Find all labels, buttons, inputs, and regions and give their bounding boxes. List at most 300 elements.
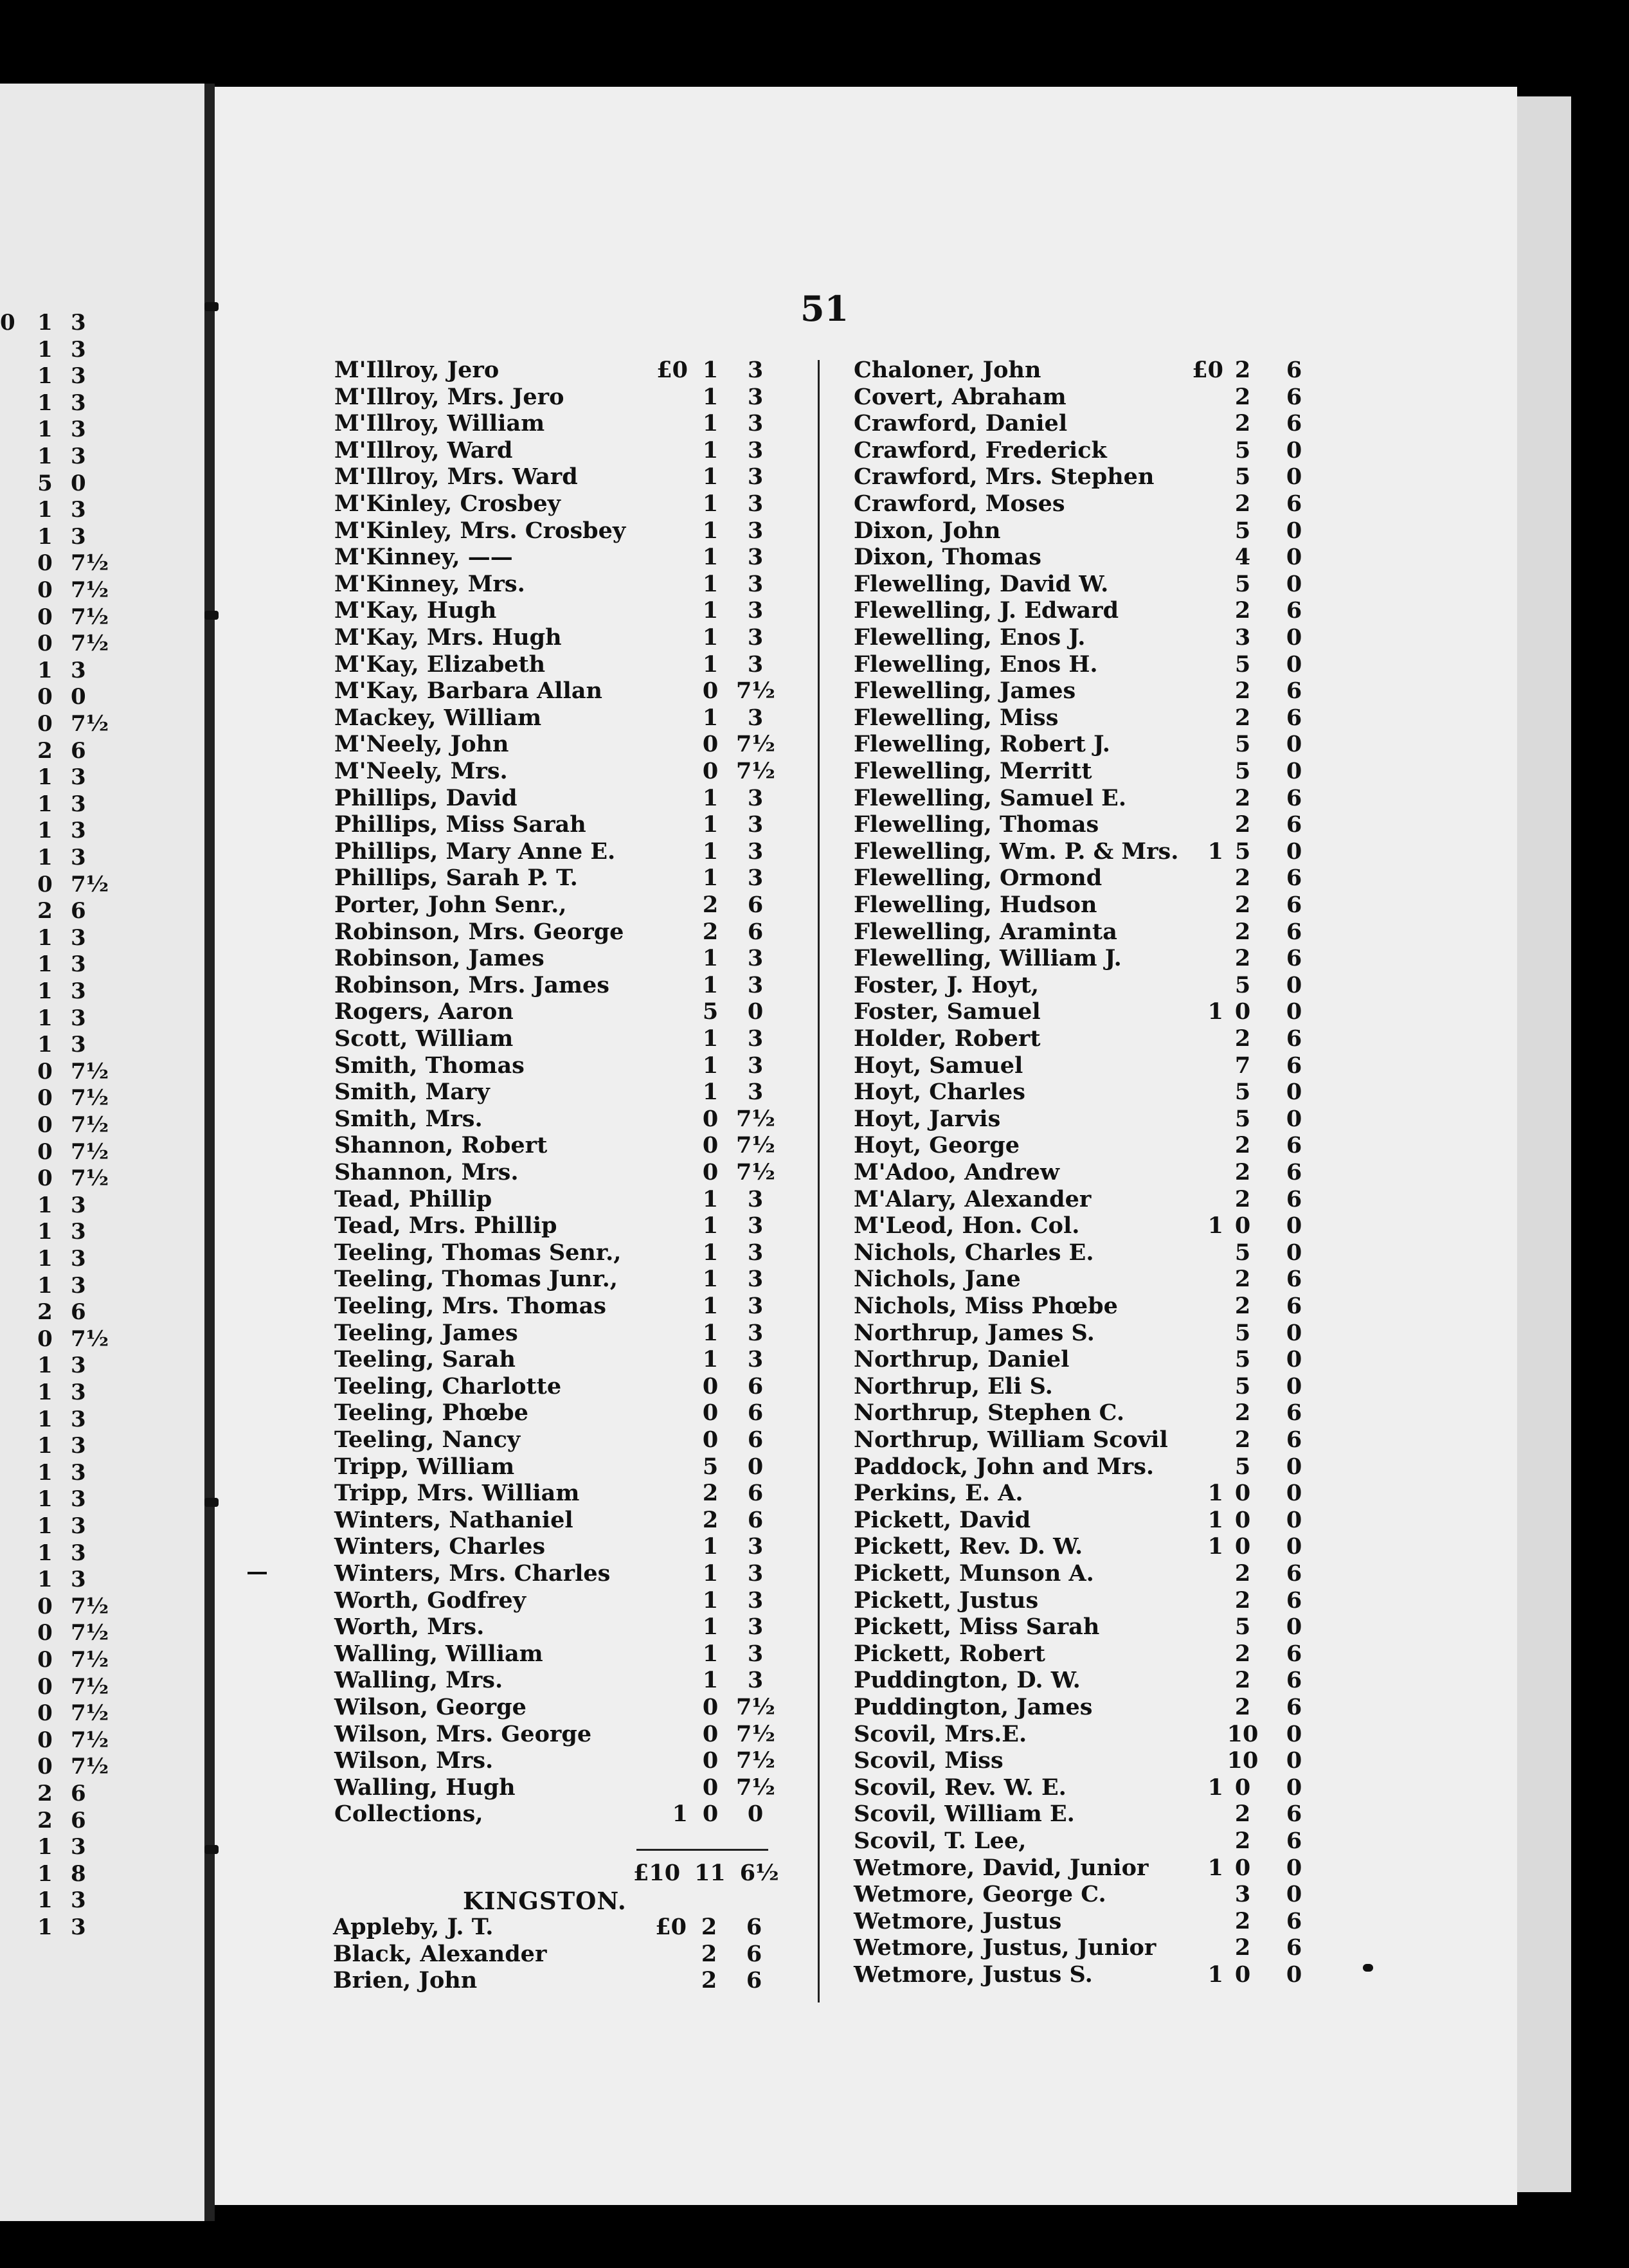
right-entry-pence: 0 (1286, 570, 1302, 597)
left-entry-row (334, 1025, 810, 1052)
right-entry-name: Pickett, Rev. D. W. (854, 1533, 1083, 1560)
fragment-pence: 3 (71, 1192, 86, 1218)
right-entry-pence: 6 (1286, 1828, 1302, 1854)
left-entry-pounds: 1 (672, 1801, 688, 1828)
kingston-entry-pounds: £0 (655, 1914, 687, 1940)
right-entry-row (854, 1426, 1317, 1453)
fragment-shillings: 1 (37, 1032, 53, 1058)
right-entry-name: Pickett, David (854, 1506, 1031, 1533)
left-column-total (633, 1860, 793, 1886)
left-entry-row (334, 865, 810, 891)
left-entry-shillings: 0 (702, 1720, 719, 1747)
right-entry-row (854, 1667, 1317, 1693)
fragment-shillings: 0 (37, 1673, 53, 1700)
left-entry-shillings: 1 (702, 651, 719, 678)
left-entry-row (334, 892, 810, 918)
right-entry-name: Scovil, Miss (854, 1747, 1004, 1774)
left-entry-pence: 3 (747, 1266, 764, 1293)
left-entry-name: Worth, Mrs. (334, 1614, 485, 1641)
right-entry-row (854, 1961, 1317, 1988)
right-entry-shillings: 2 (1234, 1907, 1251, 1934)
fragment-shillings: 1 (37, 1834, 53, 1860)
fragment-pence: 3 (71, 818, 86, 844)
left-entry-name: Collections, (334, 1801, 483, 1828)
right-entry-row (854, 1908, 1317, 1934)
right-entry-pence: 6 (1286, 811, 1302, 838)
left-entry-shillings: 0 (702, 1694, 719, 1720)
left-entry-row (334, 1239, 810, 1266)
fragment-shillings: 0 (37, 1727, 53, 1753)
right-entry-pence: 6 (1286, 383, 1302, 410)
fragment-pence: 3 (71, 310, 86, 336)
right-entry-shillings: 2 (1234, 945, 1251, 972)
right-entry-shillings: 2 (1234, 1694, 1251, 1720)
left-entry-name: M'Kay, Mrs. Hugh (334, 624, 562, 651)
right-entry-row (854, 1025, 1317, 1052)
left-entry-pence: 6 (747, 1506, 764, 1533)
fragment-pence: 7½ (71, 1673, 109, 1700)
binding-stitch (204, 302, 219, 311)
left-entry-pence: 3 (747, 1640, 764, 1667)
left-entry-shillings: 1 (702, 1587, 719, 1614)
right-entry-pence: 6 (1286, 597, 1302, 624)
left-entry-pence: 3 (747, 464, 764, 491)
right-entry-shillings: 5 (1234, 971, 1251, 998)
left-entry-shillings: 1 (702, 437, 719, 464)
right-entry-shillings: 5 (1234, 1346, 1251, 1373)
right-entry-pence: 6 (1286, 1052, 1302, 1079)
right-entry-row (854, 1587, 1317, 1614)
fragment-shillings: 0 (37, 1593, 53, 1619)
fragment-shillings: 1 (37, 845, 53, 870)
fragment-pence: 3 (71, 1834, 86, 1860)
left-entry-shillings: 5 (702, 1453, 719, 1480)
right-entry-row (854, 624, 1317, 651)
right-entry-pence: 6 (1286, 1587, 1302, 1614)
right-entry-shillings: 2 (1234, 1560, 1251, 1587)
left-entry-row (334, 1533, 810, 1560)
left-entry-name: Teeling, Charlotte (334, 1372, 562, 1400)
left-entry-shillings: 2 (702, 1506, 719, 1533)
right-entry-pounds: 1 (1207, 1961, 1223, 1988)
left-entry-pence: 3 (747, 544, 764, 571)
left-entry-pence: 6 (747, 1480, 764, 1507)
right-entry-row (854, 1320, 1317, 1346)
left-entry-row (334, 1052, 810, 1079)
right-entry-pence: 6 (1286, 1801, 1302, 1828)
ink-mark (1363, 1964, 1373, 1972)
fragment-pence: 3 (71, 1540, 86, 1566)
right-entry-row (854, 1400, 1317, 1426)
right-entry-shillings: 0 (1234, 1774, 1251, 1801)
left-entry-name: Phillips, Mary Anne E. (334, 838, 616, 865)
right-entry-shillings: 2 (1234, 1159, 1251, 1185)
right-entry-shillings: 2 (1234, 1801, 1251, 1828)
right-entry-row (854, 1774, 1317, 1801)
right-entry-name: Scovil, Rev. W. E. (854, 1774, 1066, 1801)
left-entry-shillings: 1 (702, 597, 719, 624)
fragment-pence: 3 (71, 417, 86, 443)
left-entry-row (334, 811, 810, 838)
right-entry-name: Crawford, Daniel (854, 410, 1068, 437)
right-entry-shillings: 5 (1234, 570, 1251, 597)
left-entry-row (334, 678, 810, 704)
right-entry-name: Scovil, William E. (854, 1801, 1075, 1828)
book-gutter (204, 84, 215, 2221)
right-entry-name: M'Adoo, Andrew (854, 1159, 1060, 1185)
left-entry-row (334, 1801, 810, 1827)
kingston-entry-name: Appleby, J. T. (333, 1914, 494, 1940)
right-entry-pence: 6 (1286, 918, 1302, 945)
fragment-pence: 0 (71, 470, 86, 496)
left-entry-shillings: 1 (702, 1346, 719, 1373)
fragment-pence: 3 (71, 924, 86, 951)
right-entry-name: Hoyt, George (854, 1132, 1020, 1159)
right-entry-pence: 0 (1286, 1774, 1302, 1801)
left-entry-name: Teeling, Nancy (334, 1426, 521, 1453)
right-entry-row (854, 1721, 1317, 1747)
right-entry-row (854, 1828, 1317, 1854)
fragment-pence: 6 (71, 898, 86, 924)
left-entry-row (334, 1614, 810, 1640)
left-entry-pence: 7½ (736, 1159, 775, 1185)
fragment-pence: 7½ (71, 1754, 109, 1780)
right-entry-shillings: 0 (1234, 998, 1251, 1025)
left-entry-shillings: 0 (702, 1372, 719, 1400)
fragment-shillings: 2 (37, 898, 53, 924)
right-entry-name: Wetmore, George C. (854, 1881, 1106, 1908)
kingston-entry-name: Brien, John (333, 1967, 478, 1994)
fragment-shillings: 1 (37, 1540, 53, 1566)
fragment-shillings: 1 (37, 657, 53, 683)
right-entry-pence: 6 (1286, 1560, 1302, 1587)
right-entry-shillings: 5 (1234, 437, 1251, 464)
left-entry-row (334, 1106, 810, 1132)
left-entry-name: M'Kay, Hugh (334, 597, 497, 624)
left-entry-pence: 3 (747, 1667, 764, 1694)
left-entry-name: Shannon, Mrs. (334, 1159, 519, 1185)
binding-stitch (204, 1845, 219, 1854)
right-entry-shillings: 2 (1234, 811, 1251, 838)
left-entry-row (334, 1212, 810, 1239)
fragment-shillings: 0 (37, 684, 53, 710)
right-entry-row (854, 544, 1317, 570)
right-entry-pence: 0 (1286, 971, 1302, 998)
right-entry-pence: 6 (1286, 1426, 1302, 1453)
left-entry-name: Wilson, Mrs. (334, 1747, 494, 1774)
right-entry-name: Northrup, Daniel (854, 1346, 1070, 1373)
right-entry-shillings: 3 (1234, 1881, 1251, 1908)
right-entry-name: Pickett, Miss Sarah (854, 1614, 1100, 1641)
fragment-shillings: 2 (37, 1807, 53, 1833)
right-entry-row (854, 1934, 1317, 1961)
right-entry-pence: 0 (1286, 1319, 1302, 1346)
left-entry-pence: 3 (747, 1293, 764, 1319)
fragment-shillings: 1 (37, 1272, 53, 1299)
right-entry-row (854, 1293, 1317, 1319)
fragment-shillings: 1 (37, 1914, 53, 1940)
left-entry-name: Winters, Nathaniel (334, 1506, 573, 1533)
left-entry-pence: 7½ (736, 731, 775, 758)
fragment-pence: 6 (71, 737, 86, 764)
right-entry-name: Northrup, Stephen C. (854, 1400, 1125, 1426)
fragment-shillings: 0 (37, 1058, 53, 1084)
kingston-entry-shillings: 2 (701, 1940, 717, 1967)
left-entry-shillings: 1 (702, 784, 719, 811)
left-entry-shillings: 0 (702, 1801, 719, 1828)
right-entry-pence: 0 (1286, 731, 1302, 758)
right-entry-name: Perkins, E. A. (854, 1480, 1023, 1507)
left-entry-name: Walling, William (334, 1640, 543, 1667)
fragment-pence: 7½ (71, 1138, 109, 1165)
fragment-shillings: 0 (37, 1112, 53, 1138)
fragment-pence: 6 (71, 1299, 86, 1326)
right-entry-name: Hoyt, Jarvis (854, 1105, 1001, 1132)
right-entry-pence: 6 (1286, 678, 1302, 705)
left-entry-shillings: 1 (702, 1614, 719, 1641)
left-entry-shillings: 1 (702, 1052, 719, 1079)
left-entry-shillings: 1 (702, 1266, 719, 1293)
left-entry-pence: 3 (747, 704, 764, 731)
left-entry-pence: 3 (747, 865, 764, 892)
right-entry-shillings: 5 (1234, 464, 1251, 491)
right-entry-row (854, 1855, 1317, 1881)
fragment-shillings: 0 (37, 604, 53, 630)
fragment-pence: 6 (71, 1807, 86, 1833)
left-entry-pence: 3 (747, 945, 764, 972)
left-entry-pence: 3 (747, 491, 764, 517)
right-entry-shillings: 0 (1234, 1854, 1251, 1881)
left-entry-pence: 3 (747, 1239, 764, 1266)
left-entry-row (334, 410, 810, 437)
right-entry-name: Flewelling, Enos H. (854, 651, 1098, 678)
right-entry-pence: 0 (1286, 1480, 1302, 1507)
left-entry-row (334, 1560, 810, 1587)
fragment-pence: 3 (71, 1272, 86, 1299)
fragment-pence: 3 (71, 1380, 86, 1405)
right-entry-pence: 6 (1286, 1667, 1302, 1694)
right-entry-row (854, 945, 1317, 971)
left-entry-name: Worth, Godfrey (334, 1587, 526, 1614)
fragment-pence: 3 (71, 1887, 86, 1914)
left-entry-pence: 6 (747, 1400, 764, 1426)
right-entry-row (854, 1239, 1317, 1266)
fragment-shillings: 1 (37, 1380, 53, 1405)
previous-page-fragment (0, 84, 206, 2221)
left-entry-shillings: 1 (702, 410, 719, 437)
left-entry-shillings: 0 (702, 1400, 719, 1426)
left-entry-shillings: 1 (702, 544, 719, 571)
right-entry-shillings: 2 (1234, 383, 1251, 410)
right-entry-pence: 0 (1286, 624, 1302, 651)
fragment-pence: 3 (71, 1353, 86, 1379)
left-entry-pence: 7½ (736, 758, 775, 784)
fragment-shillings: 1 (37, 1567, 53, 1593)
left-entry-shillings: 0 (702, 1426, 719, 1453)
right-entry-shillings: 2 (1234, 1426, 1251, 1453)
left-entry-pence: 3 (747, 1025, 764, 1052)
left-entry-shillings: 0 (702, 1747, 719, 1774)
left-entry-row (334, 518, 810, 544)
left-entry-shillings: 1 (702, 838, 719, 865)
right-entry-row (854, 1212, 1317, 1239)
left-entry-pence: 0 (747, 998, 764, 1025)
left-entry-name: M'Illroy, Mrs. Ward (334, 464, 578, 491)
left-entry-pence: 7½ (736, 1132, 775, 1159)
right-entry-row (854, 758, 1317, 784)
left-entry-name: Smith, Mary (334, 1079, 490, 1106)
total-pence: 6½ (739, 1860, 779, 1886)
left-entry-pence: 7½ (736, 1105, 775, 1132)
fragment-shillings: 0 (37, 1166, 53, 1192)
right-entry-shillings: 5 (1234, 731, 1251, 758)
right-entry-shillings: 2 (1234, 491, 1251, 517)
fragment-pence: 7½ (71, 1647, 109, 1673)
fragment-shillings: 1 (37, 1219, 53, 1245)
right-entry-name: Wetmore, Justus (854, 1907, 1062, 1934)
right-entry-name: Wetmore, David, Junior (854, 1854, 1149, 1881)
right-entry-row (854, 1079, 1317, 1105)
right-entry-row (854, 384, 1317, 410)
fragment-shillings: 5 (37, 470, 53, 496)
right-entry-pence: 6 (1286, 357, 1302, 383)
left-entry-shillings: 1 (702, 704, 719, 731)
fragment-shillings: 1 (37, 764, 53, 791)
left-entry-shillings: 2 (702, 1480, 719, 1507)
right-entry-row (854, 597, 1317, 624)
right-entry-name: Holder, Robert (854, 1025, 1041, 1052)
fragment-shillings: 1 (37, 791, 53, 817)
fragment-shillings: 1 (37, 1353, 53, 1379)
right-entry-pence: 0 (1286, 1239, 1302, 1266)
right-entry-name: Paddock, John and Mrs. (854, 1453, 1155, 1480)
right-entry-pounds: 1 (1207, 998, 1223, 1025)
left-entry-row (334, 1346, 810, 1372)
fragment-shillings: 1 (37, 310, 53, 336)
right-entry-name: Covert, Abraham (854, 383, 1066, 410)
left-entry-shillings: 1 (702, 865, 719, 892)
left-entry-shillings: 1 (702, 517, 719, 544)
left-entry-name: M'Illroy, Ward (334, 437, 513, 464)
right-entry-pence: 0 (1286, 998, 1302, 1025)
binding-stitch (204, 1498, 219, 1507)
fragment-pence: 7½ (71, 711, 109, 737)
fragment-pence: 3 (71, 1406, 86, 1432)
right-entry-shillings: 2 (1234, 1640, 1251, 1667)
fragment-shillings: 1 (37, 1459, 53, 1486)
total-rule (636, 1849, 768, 1851)
right-entry-pence: 0 (1286, 1720, 1302, 1747)
fragment-pence: 3 (71, 1459, 86, 1486)
right-entry-pence: 0 (1286, 758, 1302, 784)
left-entry-name: Wilson, Mrs. George (334, 1720, 592, 1747)
right-entry-row (854, 998, 1317, 1025)
right-entry-name: Flewelling, Araminta (854, 918, 1117, 945)
left-entry-shillings: 2 (702, 892, 719, 918)
right-entry-shillings: 10 (1227, 1720, 1259, 1747)
kingston-entry-row (333, 1941, 809, 1967)
right-entry-row (854, 1801, 1317, 1827)
left-entry-row (334, 1266, 810, 1292)
right-entry-shillings: 5 (1234, 1239, 1251, 1266)
right-entry-pence: 6 (1286, 1266, 1302, 1293)
left-entry-row (334, 571, 810, 597)
fragment-shillings: 0 (37, 631, 53, 657)
right-entry-pence: 6 (1286, 1907, 1302, 1934)
right-entry-shillings: 5 (1234, 838, 1251, 865)
left-entry-row (334, 705, 810, 731)
right-entry-pence: 6 (1286, 945, 1302, 972)
kingston-entry-row (333, 1914, 809, 1940)
left-entry-pence: 3 (747, 437, 764, 464)
left-entry-name: Teeling, Thomas Junr., (334, 1266, 618, 1293)
right-entry-pence: 0 (1286, 1212, 1302, 1239)
fragment-cut-digit: 0 (0, 310, 15, 336)
right-entry-name: Foster, J. Hoyt, (854, 971, 1039, 998)
left-entry-pence: 3 (747, 383, 764, 410)
right-entry-shillings: 3 (1234, 624, 1251, 651)
left-entry-row (334, 1132, 810, 1158)
right-entry-name: Dixon, John (854, 517, 1001, 544)
kingston-entry-row (333, 1967, 809, 1994)
left-entry-row (334, 1667, 810, 1693)
left-entry-row (334, 972, 810, 998)
kingston-entry-name: Black, Alexander (333, 1940, 547, 1967)
left-entry-pence: 3 (747, 971, 764, 998)
fragment-shillings: 1 (37, 1513, 53, 1539)
page-edge (1511, 96, 1571, 2192)
kingston-entry-shillings: 2 (701, 1914, 717, 1940)
left-entry-shillings: 2 (702, 918, 719, 945)
right-entry-row (854, 678, 1317, 704)
left-entry-pence: 3 (747, 410, 764, 437)
right-entry-row (854, 1747, 1317, 1774)
right-entry-name: Flewelling, Samuel E. (854, 784, 1127, 811)
fragment-pence: 6 (71, 1781, 86, 1806)
fragment-pence: 3 (71, 1246, 86, 1272)
right-entry-pounds: 1 (1207, 1774, 1223, 1801)
fragment-pence: 3 (71, 363, 86, 390)
kingston-entry-pence: 6 (746, 1967, 762, 1994)
left-entry-shillings: 1 (702, 1293, 719, 1319)
right-entry-name: Flewelling, J. Edward (854, 597, 1119, 624)
fragment-pence: 7½ (71, 1620, 109, 1646)
right-entry-shillings: 2 (1234, 1667, 1251, 1694)
right-entry-pence: 0 (1286, 1079, 1302, 1106)
fragment-shillings: 1 (37, 523, 53, 550)
left-entry-pence: 7½ (736, 1747, 775, 1774)
right-entry-row (854, 464, 1317, 490)
right-entry-pence: 6 (1286, 1640, 1302, 1667)
left-entry-name: Tead, Mrs. Phillip (334, 1212, 557, 1239)
right-entry-shillings: 2 (1234, 784, 1251, 811)
fragment-pence: 3 (71, 845, 86, 870)
right-entry-pounds: 1 (1207, 1212, 1223, 1239)
left-entry-row (334, 1426, 810, 1453)
right-entry-name: Flewelling, Robert J. (854, 731, 1110, 758)
fragment-shillings: 1 (37, 1887, 53, 1914)
right-entry-pence: 0 (1286, 464, 1302, 491)
left-entry-name: M'Kinney, Mrs. (334, 570, 525, 597)
left-entry-name: M'Illroy, William (334, 410, 545, 437)
fragment-shillings: 1 (37, 497, 53, 523)
left-entry-row (334, 384, 810, 410)
left-entry-pence: 3 (747, 1079, 764, 1106)
left-entry-name: Phillips, Miss Sarah (334, 811, 586, 838)
right-entry-row (854, 1641, 1317, 1667)
left-entry-name: Wilson, George (334, 1694, 526, 1720)
left-entry-pence: 3 (747, 1319, 764, 1346)
